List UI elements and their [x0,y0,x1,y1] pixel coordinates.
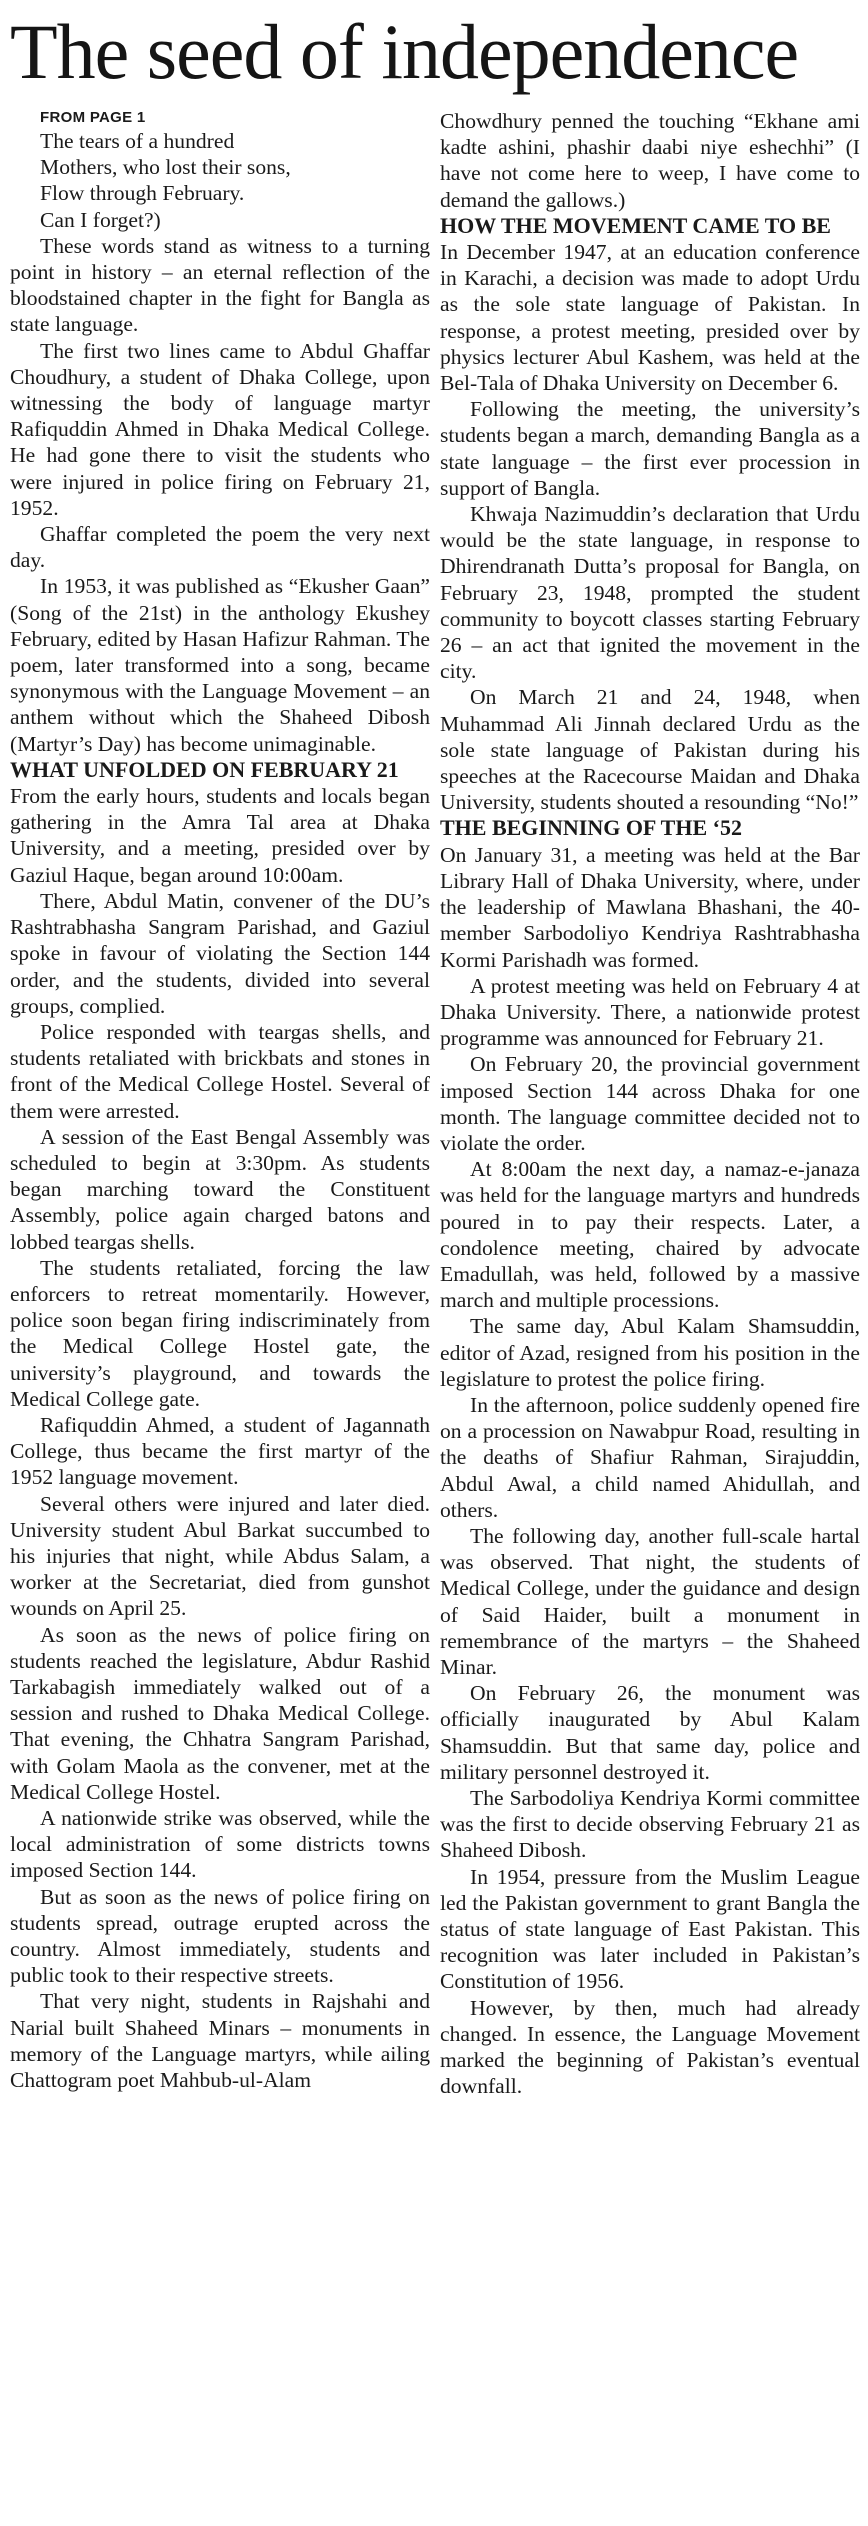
poem-line: Flow through February. [40,181,245,206]
paragraph-continuation: Chowdhury penned the touching “Ekhane ami kadte ashini, phashir daabi niye eshechhi” (I have not come here to weep, I have come to demand the gallows.) [440,109,860,212]
paragraph: A protest meeting was held on February 4 at Dhaka University. There, a nationwide protest programme was announced for February 21. [440,973,860,1051]
headline: The seed of independence [10,8,799,95]
paragraph: In 1953, it was published as “Ekusher Gaan” (Song of the 21st) in the anthology Ekushey February, edited by Hasan Hafizur Rahman. The poem, later transformed into a song, became synonymous with the Language Movement – an anthem without which the Shaheed Dibosh (Martyr’s Day) has become unimaginable. [10,574,430,756]
article-column-right [440,108,860,2099]
paragraph: In the afternoon, police suddenly opened fire on a procession on Nawabpur Road, resulting in the deaths of Shafiur Rahman, Sirajuddin, Abdul Awal, a child named Ahidullah, and others. [440,1392,860,1522]
poem-excerpt [10,128,430,233]
poem-line: Mothers, who lost their sons, [40,155,291,180]
paragraph: That very night, students in Rajshahi and Narial built Shaheed Minars – monuments in memory of the Language martyrs, while ailing Chattogram poet Mahbub-ul-Alam [10,1989,430,2093]
kicker-from-page-1: FROM PAGE 1 [40,109,146,126]
paragraph: Khwaja Nazimuddin’s declaration that Urdu would be the state language, in response to Dhirendranath Dutta’s proposal for Bangla, on February 23, 1948, prompted the student community to boycott classes starting February 26 – an act that ignited the movement in the city. [440,502,860,684]
paragraph: The same day, Abul Kalam Shamsuddin, editor of Azad, resigned from his position in the legislature to protest the police firing. [440,1314,860,1391]
paragraph: The following day, another full-scale hartal was observed. That night, the students of Medical College, under the guidance and design of Said Haider, built a monument in remembrance of the martyrs – the Shaheed Minar. [440,1523,860,1679]
paragraph: These words stand as witness to a turning point in history – an eternal reflection of the bloodstained chapter in the fight for Bangla as state language. [10,233,430,337]
paragraph: In December 1947, at an education conference in Karachi, a decision was made to adopt Urdu as the sole state language of Pakistan. In response, a protest meeting, presided over by physics lecturer Abul Kashem, was held at the Bel-Tala of Dhaka University on December 6. [440,240,860,396]
paragraph: In 1954, pressure from the Muslim League led the Pakistan government to grant Bangla the status of state language of East Pakistan. This recognition was later included in Pakistan’s Constitution of 1956. [440,1864,860,1994]
paragraph: At 8:00am the next day, a namaz-e-janaza was held for the language martyrs and hundreds poured in to pay their respects. Later, a condolence meeting, chaired by advocate Emadullah, was held, followed by a massive march and multiple processions. [440,1157,860,1313]
paragraph: On March 21 and 24, 1948, when Muhammad Ali Jinnah declared Urdu as the sole state language of Pakistan during his speeches at the Racecourse Maidan and Dhaka University, students shouted a resounding “No!” [440,685,860,815]
paragraph: As soon as the news of police firing on students reached the legislature, Abdur Rashid Tarkabagish immediately walked out of a session and rushed to Dhaka Medical College. That evening, the Chhatra Sangram Parishad, with Golam Maola as the convener, met at the Medical College Hostel. [10,1622,430,1804]
subhead-how-the-movement: HOW THE MOVEMENT CAME TO BE [440,212,831,238]
poem-line: The tears of a hundred [40,129,235,153]
paragraph: There, Abdul Matin, convener of the DU’s Rashtrabhasha Sangram Parishad, and Gaziul spoke in favour of violating the Section 144 order, and the students, divided into several groups, complied. [10,888,430,1018]
poem-line: Can I forget?) [40,207,161,232]
paragraph: The Sarbodoliya Kendriya Kormi committee was the first to decide observing February 21 as Shaheed Dibosh. [440,1786,860,1863]
paragraph: On January 31, a meeting was held at the Bar Library Hall of Dhaka University, where, under the leadership of Mawlana Bhashani, the 40-member Sarbodoliyo Kendriya Rashtrabhasha Kormi Parishadh was formed. [440,842,860,972]
paragraph: The first two lines came to Abdul Ghaffar Choudhury, a student of Dhaka College, upon witnessing the body of language martyr Rafiquddin Ahmed in Dhaka Medical College. He had gone there to visit the students who were injured in police firing on February 21, 1952. [10,338,430,520]
paragraph: However, by then, much had already changed. In essence, the Language Movement marked the beginning of Pakistan’s eventual downfall. [440,1995,860,2099]
subhead-beginning-of-52: THE BEGINNING OF THE ‘52 [440,815,742,841]
paragraph: A session of the East Bengal Assembly was scheduled to begin at 3:30pm. As students began marching toward the Constituent Assembly, police again charged batons and lobbed teargas shells. [10,1124,430,1254]
paragraph: Several others were injured and later died. University student Abul Barkat succumbed to his injuries that night, while Abdus Salam, a worker at the Secretariat, died from gunshot wounds on April 25. [10,1491,430,1621]
subhead-what-unfolded: WHAT UNFOLDED ON FEBRUARY 21 [10,756,399,782]
paragraph: A nationwide strike was observed, while the local administration of some districts towns imposed Section 144. [10,1806,430,1883]
paragraph: Ghaffar completed the poem the very next day. [10,522,430,573]
article-column-left [10,108,430,2093]
paragraph: On February 20, the provincial government imposed Section 144 across Dhaka for one month. The language committee decided not to violate the order. [440,1052,860,1155]
paragraph: But as soon as the news of police firing on students spread, outrage erupted across the country. Almost immediately, students and public took to their respective streets. [10,1884,430,1988]
paragraph: Police responded with teargas shells, and students retaliated with brickbats and stones in front of the Medical College Hostel. Several of them were arrested. [10,1019,430,1123]
paragraph: The students retaliated, forcing the law enforcers to retreat momentarily. However, police soon began firing indiscriminately from the Medical College Hostel gate, the university’s playground, and towards the Medical College gate. [10,1255,430,1411]
paragraph: Following the meeting, the university’s students began a march, demanding Bangla as a state language – the first ever procession in support of Bangla. [440,397,860,500]
paragraph: On February 26, the monument was officially inaugurated by Abul Kalam Shamsuddin. But that same day, police and military personnel destroyed it. [440,1681,860,1784]
paragraph: Rafiquddin Ahmed, a student of Jagannath College, thus became the first martyr of the 1952 language movement. [10,1412,430,1490]
paragraph: From the early hours, students and locals began gathering in the Amra Tal area at Dhaka University, and a meeting, presided over by Gaziul Haque, began around 10:00am. [10,784,430,887]
